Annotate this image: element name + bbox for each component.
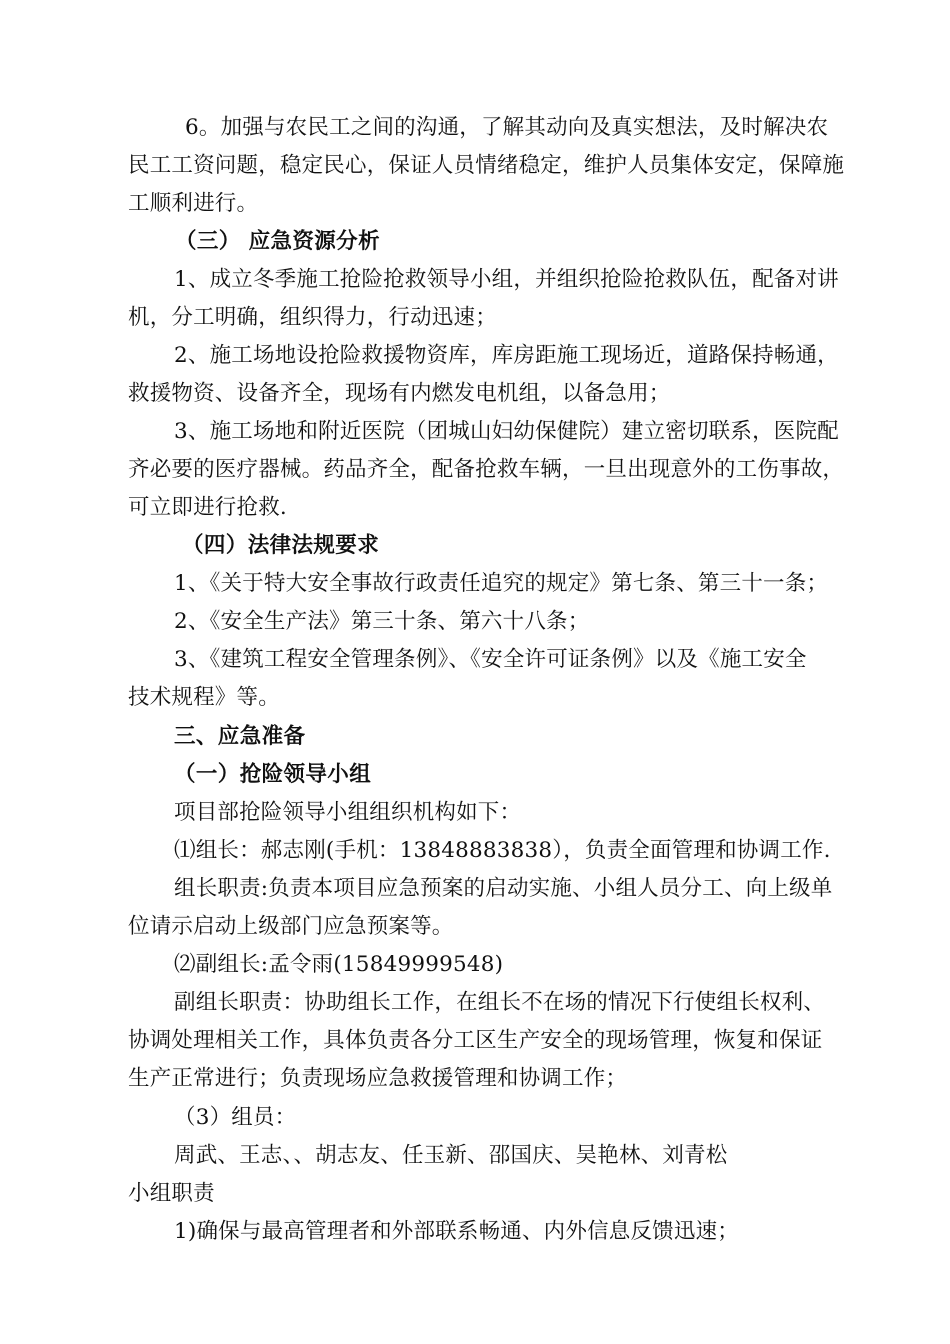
paragraph-line: 工顺利进行。: [128, 191, 259, 216]
paragraph-line: 技术规程》等。: [128, 685, 280, 710]
paragraph-line: 民工工资问题，稳定民心，保证人员情绪稳定，维护人员集体安定，保障施: [128, 153, 845, 178]
paragraph-line: 1、《关于特大安全事故行政责任追究的规定》第七条、第三十一条；: [174, 571, 829, 596]
paragraph-line: 项目部抢险领导小组组织机构如下：: [174, 800, 522, 825]
section-heading: 三、应急准备: [174, 724, 306, 749]
paragraph-line: ⑴组长：郝志刚(手机：13848883838），负责全面管理和协调工作.: [174, 838, 831, 863]
paragraph-line: 3、施工场地和附近医院（团城山妇幼保健院）建立密切联系，医院配: [174, 419, 839, 444]
paragraph-line: 2、《安全生产法》第三十条、第六十八条；: [174, 609, 590, 634]
paragraph-line: 1、成立冬季施工抢险抢救领导小组，并组织抢险抢救队伍，配备对讲: [174, 267, 839, 292]
paragraph-line: 2、施工场地设抢险救援物资库，库房距施工现场近，道路保持畅通，: [174, 343, 839, 368]
paragraph-line: （3）组员：: [174, 1105, 297, 1130]
section-heading: （一）抢险领导小组: [174, 762, 372, 787]
paragraph-line: 副组长职责：协助组长工作，在组长不在场的情况下行使组长权利、: [174, 990, 826, 1015]
section-heading: （四）法律法规要求: [182, 533, 380, 558]
paragraph-line: 机，分工明确，组织得力，行动迅速；: [128, 305, 497, 330]
paragraph-line: 位请示启动上级部门应急预案等。: [128, 914, 454, 939]
paragraph-line: ⑵副组长:孟令雨(15849999548): [174, 952, 504, 977]
section-heading: （三） 应急资源分析: [175, 229, 380, 254]
paragraph-line: 6。加强与农民工之间的沟通，了解其动向及真实想法，及时解决农: [185, 115, 829, 140]
paragraph-line: 小组职责: [128, 1181, 215, 1206]
paragraph-line: 救援物资、设备齐全，现场有内燃发电机组，以备急用；: [128, 381, 671, 406]
paragraph-line: 3、《建筑工程安全管理条例》、《安全许可证条例》以及《施工安全: [174, 647, 807, 672]
paragraph-line: 齐必要的医疗器械。药品齐全，配备抢救车辆，一旦出现意外的工伤事故，: [128, 457, 845, 482]
paragraph-line: 组长职责:负责本项目应急预案的启动实施、小组人员分工、向上级单: [174, 876, 833, 901]
paragraph-line: 可立即进行抢救.: [128, 495, 287, 520]
paragraph-line: 协调处理相关工作，具体负责各分工区生产安全的现场管理，恢复和保证: [128, 1028, 823, 1053]
paragraph-line: 周武、王志、、胡志友、任玉新、邵国庆、吴艳林、刘青松: [174, 1143, 728, 1168]
paragraph-line: 生产正常进行；负责现场应急救援管理和协调工作；: [128, 1066, 628, 1091]
paragraph-line: 1)确保与最高管理者和外部联系畅通、内外信息反馈迅速；: [174, 1219, 739, 1244]
